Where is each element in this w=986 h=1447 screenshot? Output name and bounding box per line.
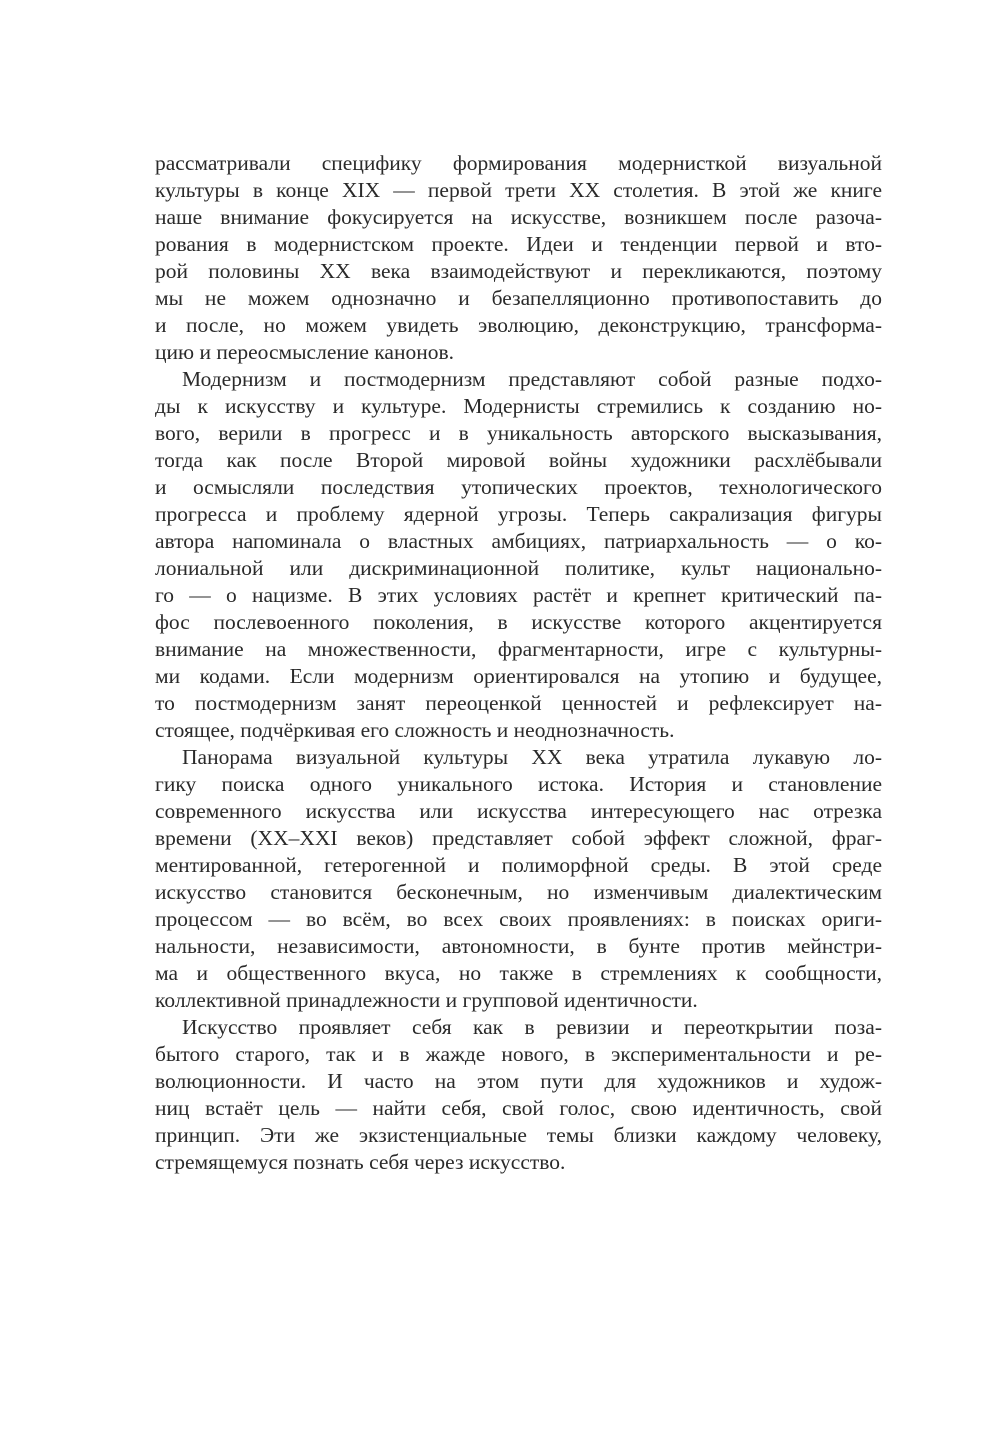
text-line: прогресса и проблему ядерной угрозы. Теперь сакрализация фигуры [155,502,882,526]
paragraph [155,1014,882,1176]
text-line: вого, верили в прогресс и в уникальность авторского высказывания, [155,421,882,445]
text-line: и после, но можем увидеть эволюцию, деконструкцию, трансформа- [155,313,882,337]
text-line: мы не можем однозначно и безапелляционно противопоставить до [155,286,882,310]
text-line: принцип. Эти же экзистенциальные темы близки каждому человеку, [155,1123,882,1147]
paragraph [155,150,882,366]
text-line: ма и общественного вкуса, но также в стремлениях к сообщности, [155,961,882,985]
text-line: тогда как после Второй мировой войны художники расхлёбывали [155,448,882,472]
text-line: лониальной или дискриминационной политике, культ национально- [155,556,882,580]
text-line: искусство становится бесконечным, но изменчивым диалектическим [155,880,882,904]
text-line: наше внимание фокусируется на искусстве, возникшем после разоча- [155,205,882,229]
text-line: процессом — во всём, во всех своих проявлениях: в поисках ориги- [155,907,882,931]
text-line: современного искусства или искусства интересующего нас отрезка [155,799,882,823]
text-line: Искусство проявляет себя как в ревизии и переоткрытии поза- [182,1015,882,1039]
text-line: рования в модернистском проекте. Идеи и тенденции первой и вто- [155,232,882,256]
text-line: го — о нацизме. В этих условиях растёт и крепнет критический па- [155,583,882,607]
text-line: культуры в конце XIX — первой трети XX столетия. В этой же книге [155,178,882,202]
text-line: Модернизм и постмодернизм представляют собой разные подхо- [182,367,882,391]
text-line: ды к искусству и культуре. Модернисты стремились к созданию но- [155,394,882,418]
page-text [155,150,882,1176]
text-line: времени (XX–XXI веков) представляет собой эффект сложной, фраг- [155,826,882,850]
text-line: внимание на множественности, фрагментарности, игре с культурны- [155,637,882,661]
paragraph [155,744,882,1014]
text-line: рой половины XX века взаимодействуют и перекликаются, поэтому [155,259,882,283]
paragraph [155,366,882,744]
text-line: коллективной принадлежности и групповой идентичности. [155,988,698,1012]
text-line: то постмодернизм занят переоценкой ценностей и рефлексирует на- [155,691,882,715]
text-line: гику поиска одного уникального истока. История и становление [155,772,882,796]
text-line: ниц встаёт цель — найти себя, свой голос, свою идентичность, свой [155,1096,882,1120]
text-line: и осмысляли последствия утопических проектов, технологического [155,475,882,499]
text-line: ми кодами. Если модернизм ориентировался на утопию и будущее, [155,664,882,688]
text-line: рассматривали специфику формирования модернисткой визуальной [155,151,882,175]
text-line: волюционности. И часто на этом пути для художников и худож- [155,1069,882,1093]
text-line: фос послевоенного поколения, в искусстве которого акцентируется [155,610,882,634]
text-line: цию и переосмысление канонов. [155,340,454,364]
text-line: автора напоминала о властных амбициях, патриархальность — о ко- [155,529,882,553]
text-line: стремящемуся познать себя через искусство. [155,1150,566,1174]
text-line: стоящее, подчёркивая его сложность и неоднозначность. [155,718,675,742]
text-line: нальности, независимости, автономности, в бунте против мейнстри- [155,934,882,958]
text-line: ментированной, гетерогенной и полиморфной среды. В этой среде [155,853,882,877]
text-line: Панорама визуальной культуры XX века утратила лукавую ло- [182,745,882,769]
text-line: бытого старого, так и в жажде нового, в экспериментальности и ре- [155,1042,882,1066]
